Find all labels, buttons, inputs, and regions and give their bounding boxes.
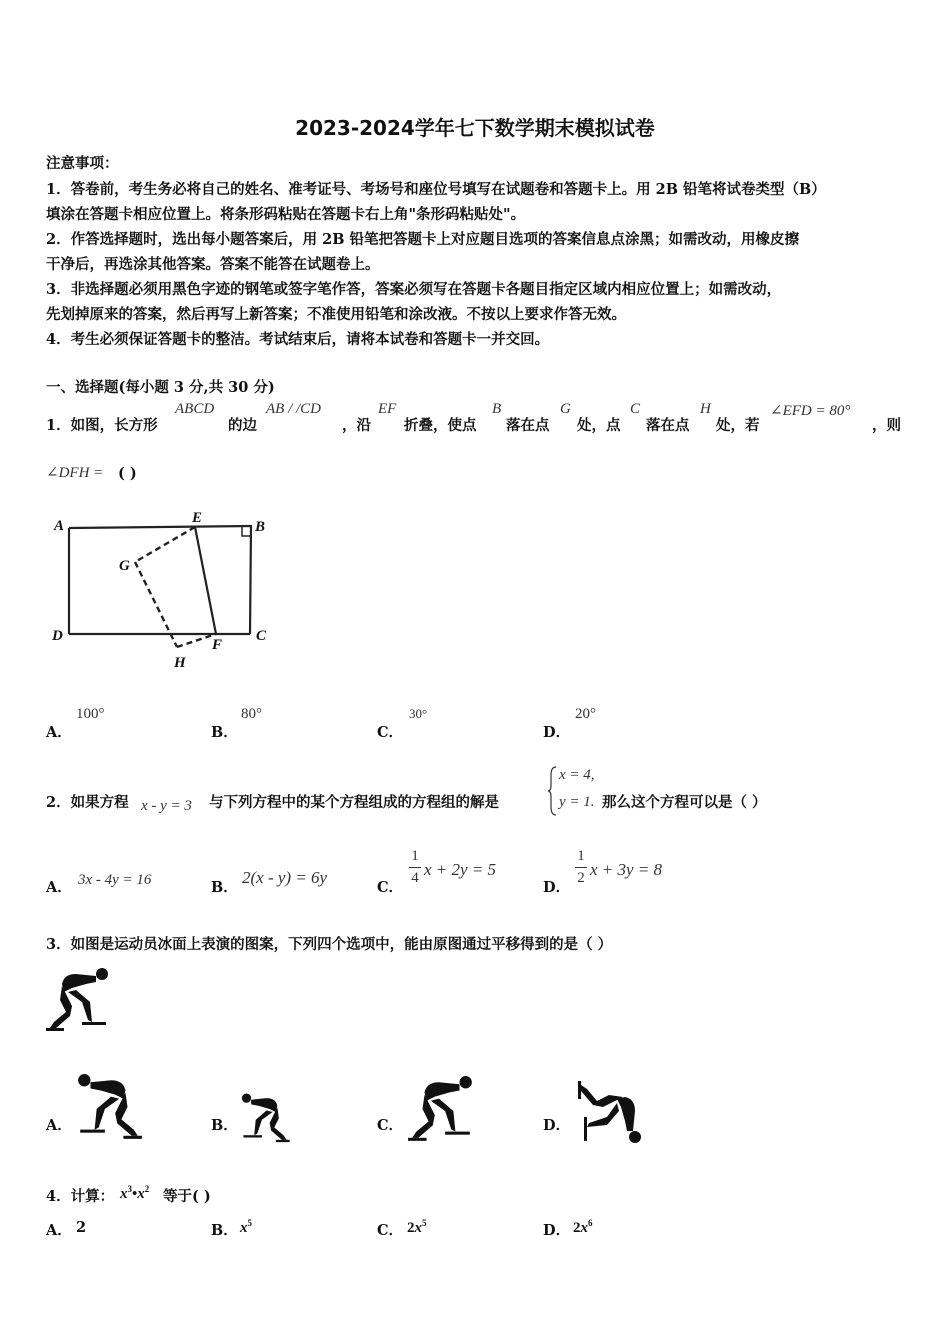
label-c: C <box>256 628 267 644</box>
q2-option-a-value: 3x - 4y = 16 <box>78 872 152 888</box>
q4-option-c-value <box>407 1218 427 1237</box>
q2-text: 2．如果方程 <box>46 794 129 811</box>
q1-math: ∠DFH = <box>46 465 104 481</box>
q2-option-b[interactable]: B． <box>211 879 238 896</box>
fold-edge-eg <box>135 527 195 562</box>
q4-text: 等于( ) <box>163 1188 211 1205</box>
label-a: A <box>54 518 65 534</box>
q2-option-d-denominator: 2 <box>577 870 585 886</box>
q2-text: 与下列方程中的某个方程组成的方程组的解是 <box>209 794 499 811</box>
right-angle-mark <box>242 527 251 536</box>
label-b: B <box>255 519 266 535</box>
q1-math: B <box>492 401 502 417</box>
q1-text: 落在点 <box>646 417 690 434</box>
q1-text: 折叠，使点 <box>404 417 477 434</box>
q1-text: ，则 <box>872 417 901 434</box>
q1-option-b[interactable]: B． <box>211 724 238 741</box>
q1-option-d-value: 20° <box>575 706 596 722</box>
q3-option-d-skater-image <box>572 1078 644 1148</box>
q3-option-a[interactable]: A． <box>46 1117 72 1134</box>
q3-option-b-skater-image <box>240 1092 290 1146</box>
q4-option-c[interactable]: C． <box>377 1222 404 1239</box>
label-d: D <box>52 628 63 644</box>
label-g: G <box>119 558 130 574</box>
q2-option-d-fraction-bar <box>575 867 587 868</box>
q1-math: AB / /CD <box>266 401 321 417</box>
q4-exp-2: 2 <box>144 1184 150 1194</box>
q1-text: 落在点 <box>506 417 550 434</box>
q4-exp-1: 3 <box>127 1184 132 1194</box>
q4-option-b-base: x <box>240 1220 248 1236</box>
q4-base-2: x <box>137 1186 145 1202</box>
note-line: 先划掉原来的答案，然后再写上新答案；不准使用铅笔和涂改液。不按以上要求作答无效。 <box>46 306 626 323</box>
original-skater-image <box>46 966 110 1036</box>
q3-text: 3．如图是运动员冰面上表演的图案，下列四个选项中，能由原图通过平移得到的是（ ） <box>46 936 613 953</box>
q1-option-b-value: 80° <box>241 706 262 722</box>
q2-option-c-numerator: 1 <box>411 848 419 864</box>
q1-math: G <box>560 401 571 417</box>
q1-text: ( ) <box>118 465 137 482</box>
q1-rectangle-figure <box>44 500 284 680</box>
fold-line-ef <box>195 527 216 634</box>
q2-text: 那么这个方程可以是（ ） <box>602 794 767 811</box>
q4-dot: • <box>132 1186 138 1202</box>
note-line: 干净后，再选涂其他答案。答案不能答在试题卷上。 <box>46 256 380 273</box>
q1-text: 的边 <box>228 417 257 434</box>
q3-option-a-skater-image <box>76 1072 142 1144</box>
q4-option-d[interactable]: D． <box>543 1222 571 1239</box>
q4-expression <box>120 1184 149 1203</box>
q4-option-c-coef: 2 <box>407 1220 415 1236</box>
q4-option-b[interactable]: B． <box>211 1222 238 1239</box>
q3-option-c-skater-image <box>408 1074 474 1146</box>
note-line: 2．作答选择题时，选出每小题答案后，用 2B 铅笔把答题卡上对应题目选项的答案信息点涂黑；如需改动，用橡皮擦 <box>46 231 800 248</box>
q3-option-d[interactable]: D． <box>543 1117 571 1134</box>
notes-heading: 注意事项： <box>46 155 119 172</box>
q1-option-a-value: 100° <box>76 706 105 722</box>
q1-option-c[interactable]: C． <box>377 724 404 741</box>
q4-text: 4．计算： <box>46 1188 115 1205</box>
q3-option-b[interactable]: B． <box>211 1117 238 1134</box>
q4-option-a[interactable]: A． <box>46 1222 72 1239</box>
edge-bc <box>250 526 251 634</box>
q2-option-a[interactable]: A． <box>46 879 72 896</box>
page-title: 2023-2024学年七下数学期末模拟试卷 <box>295 116 655 140</box>
q4-option-c-exp: 5 <box>422 1218 427 1228</box>
q1-option-a[interactable]: A． <box>46 724 72 741</box>
q4-option-d-exp: 6 <box>588 1218 593 1228</box>
q2-system-eq2: y = 1. <box>559 794 595 810</box>
label-f: F <box>212 637 223 653</box>
label-h: H <box>174 655 186 671</box>
q1-math: H <box>700 401 711 417</box>
q4-option-a-value: 2 <box>76 1219 87 1236</box>
note-line: 4．考生必须保证答题卡的整洁。考试结束后，请将本试卷和答题卡一并交回。 <box>46 331 550 348</box>
q4-option-b-exp: 5 <box>247 1218 252 1228</box>
note-line: 3．非选择题必须用黑色字迹的钢笔或签字笔作答，答案必须写在答题卡各题目指定区域内相应位置上；如需改动， <box>46 281 782 298</box>
section-heading: 一、选择题(每小题 3 分,共 30 分) <box>46 379 275 396</box>
q3-option-c[interactable]: C． <box>377 1117 404 1134</box>
q1-option-d[interactable]: D． <box>543 724 571 741</box>
q4-option-d-value <box>573 1218 593 1237</box>
q2-system-eq1: x = 4, <box>559 767 595 783</box>
q2-option-c-fraction-bar <box>409 867 421 868</box>
note-line: 填涂在答题卡相应位置上。将条形码粘贴在答题卡右上角"条形码粘贴处"。 <box>46 206 526 223</box>
q1-math: EF <box>378 401 397 417</box>
q2-math: x - y = 3 <box>141 798 192 814</box>
q1-math: C <box>630 401 641 417</box>
q2-option-c-value: x + 2y = 5 <box>424 860 497 879</box>
q4-option-d-coef: 2 <box>573 1220 581 1236</box>
q1-math: ∠EFD = 80° <box>770 403 851 419</box>
q1-text: 1．如图，长方形 <box>46 417 158 434</box>
q1-option-c-value: 30° <box>409 706 428 721</box>
edge-ab <box>69 526 252 528</box>
fold-edge-hf <box>177 634 216 647</box>
q2-option-d-numerator: 1 <box>577 848 585 864</box>
q4-option-d-base: x <box>580 1220 588 1236</box>
q4-base-1: x <box>120 1186 128 1202</box>
q2-option-d-value: x + 3y = 8 <box>590 860 663 879</box>
q1-text: ，沿 <box>342 417 371 434</box>
q1-text: 处，若 <box>716 417 760 434</box>
q2-option-d[interactable]: D． <box>543 879 571 896</box>
label-e: E <box>192 510 203 526</box>
q1-text: 处，点 <box>577 417 621 434</box>
q1-math: ABCD <box>175 401 215 417</box>
q2-option-c-denominator: 4 <box>411 870 419 886</box>
q4-option-b-value <box>240 1218 252 1237</box>
q4-option-c-base: x <box>414 1220 422 1236</box>
note-line: 1．答卷前，考生务必将自己的姓名、准考证号、考场号和座位号填写在试题卷和答题卡上。用 2B 铅笔将试卷类型（B） <box>46 181 826 198</box>
q2-brace <box>548 765 558 817</box>
q2-option-b-value: 2(x - y) = 6y <box>242 868 328 887</box>
q2-option-c[interactable]: C． <box>377 879 404 896</box>
